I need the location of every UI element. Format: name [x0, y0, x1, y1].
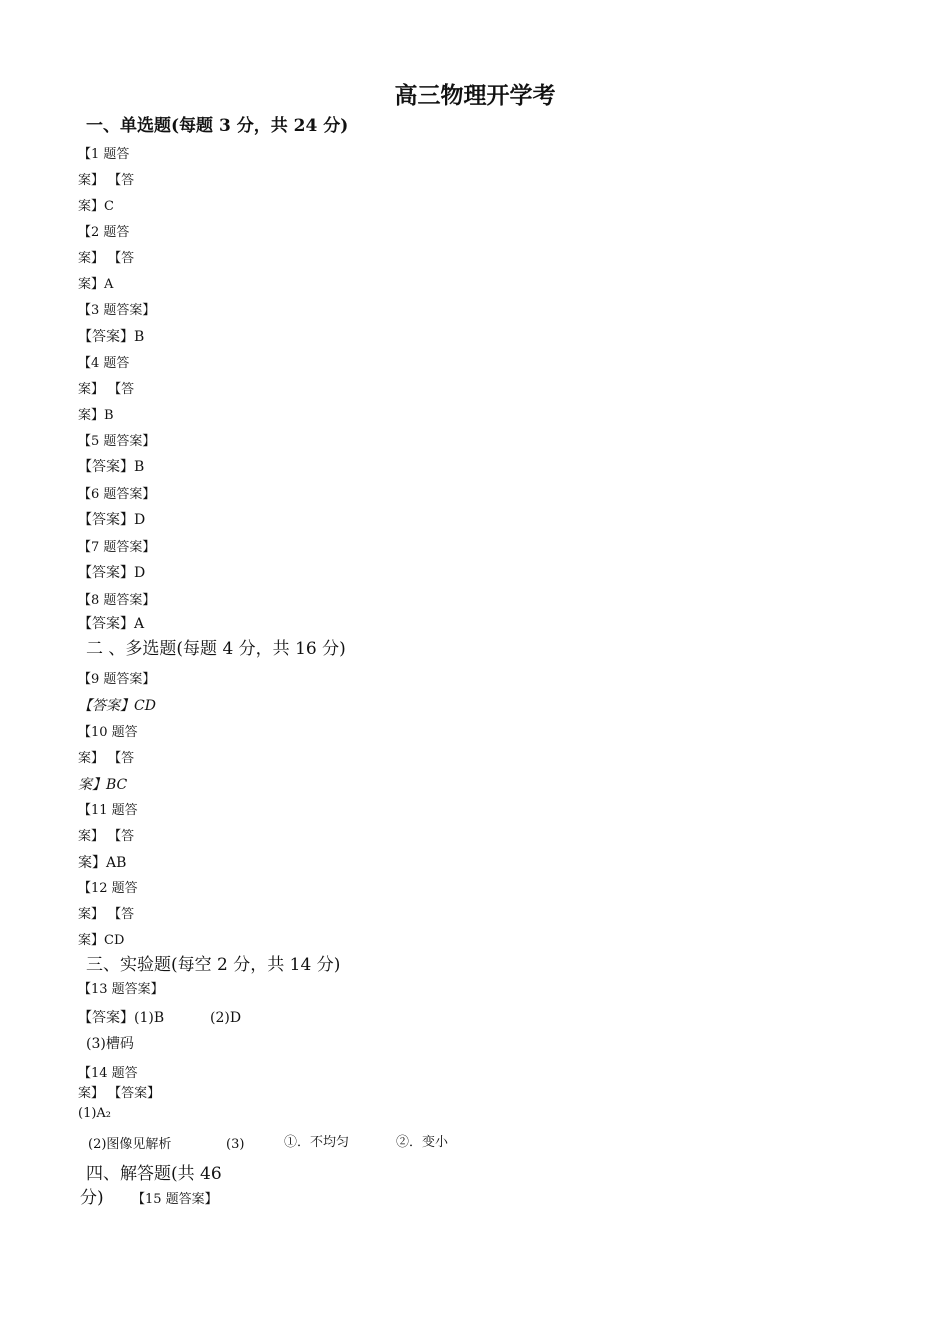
q14-answer-1: (1)A₂: [78, 1106, 112, 1121]
q12-label-line1: 【12 题答: [78, 881, 138, 896]
q2-answer: 案】A: [78, 277, 114, 292]
q7-label: 【7 题答案】: [78, 540, 156, 555]
section-heading-single-choice: 一、单选题(每题 3 分，共 24 分): [86, 116, 349, 136]
q4-label-line2: 案】 【答: [78, 382, 135, 397]
q13-answer-1: 【答案】(1)B: [78, 1010, 165, 1026]
q6-label: 【6 题答案】: [78, 487, 156, 502]
q5-answer: 【答案】B: [78, 459, 145, 475]
q4-label-line1: 【4 题答: [78, 356, 130, 371]
q13-answer-2: (2)D: [210, 1010, 242, 1026]
q14-answer-3-part1: ①．不均匀: [284, 1135, 350, 1150]
section-heading-solutions-line2: 分): [80, 1188, 104, 1208]
q2-label-line2: 案】 【答: [78, 251, 135, 266]
q11-answer: 案】AB: [78, 855, 127, 871]
q14-label-line2: 案】 【答案】: [78, 1086, 161, 1101]
q3-label: 【3 题答案】: [78, 303, 156, 318]
q10-label-line1: 【10 题答: [78, 725, 138, 740]
q12-label-line2: 案】 【答: [78, 907, 135, 922]
q5-label: 【5 题答案】: [78, 434, 156, 449]
q6-answer: 【答案】D: [78, 512, 146, 528]
q14-label-line1: 【14 题答: [78, 1066, 138, 1081]
q7-answer: 【答案】D: [78, 565, 146, 581]
q1-answer: 案】C: [78, 199, 114, 214]
q4-answer: 案】B: [78, 408, 114, 423]
q8-answer: 【答案】A: [78, 616, 145, 632]
q1-label-line1: 【1 题答: [78, 147, 130, 162]
q15-label: 【15 题答案】: [132, 1192, 218, 1207]
section-heading-solutions-line1: 四、解答题(共 46: [86, 1164, 222, 1184]
q13-answer-3: (3)槽码: [86, 1036, 134, 1052]
q11-label-line2: 案】 【答: [78, 829, 135, 844]
q14-answer-3: (3): [226, 1137, 245, 1152]
q14-answer-3-part2: ②．变小: [396, 1135, 449, 1150]
q12-answer: 案】CD: [78, 933, 125, 948]
q3-answer: 【答案】B: [78, 329, 145, 345]
document-title: 高三物理开学考: [394, 82, 556, 109]
q14-answer-2: (2)图像见解析: [88, 1137, 172, 1152]
q13-label: 【13 题答案】: [78, 982, 164, 997]
q8-label: 【8 题答案】: [78, 593, 156, 608]
q9-answer: 【答案】CD: [78, 698, 156, 714]
q11-label-line1: 【11 题答: [78, 803, 138, 818]
q10-answer: 案】BC: [78, 777, 128, 793]
section-heading-multi-choice: 二 、多选题(每题 4 分，共 16 分): [86, 639, 346, 659]
section-heading-experiment: 三、实验题(每空 2 分，共 14 分): [86, 955, 341, 975]
q9-label: 【9 题答案】: [78, 672, 156, 687]
q10-label-line2: 案】 【答: [78, 751, 135, 766]
q2-label-line1: 【2 题答: [78, 225, 130, 240]
q1-label-line2: 案】 【答: [78, 173, 135, 188]
